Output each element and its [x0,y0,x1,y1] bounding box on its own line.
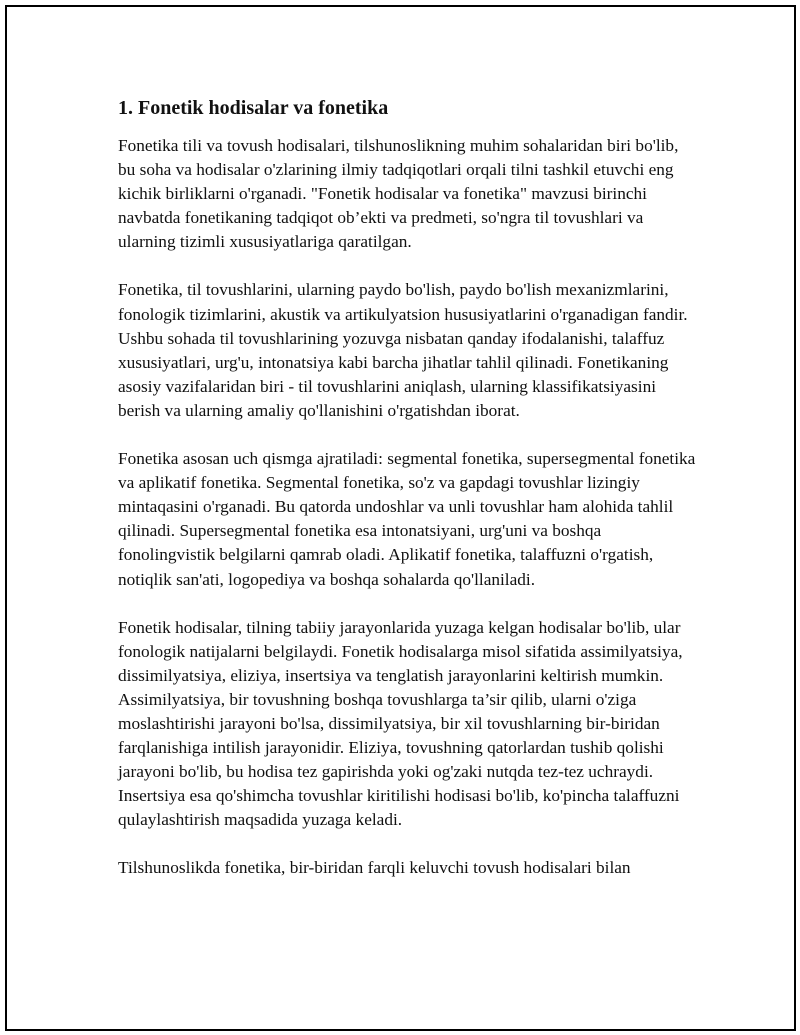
paragraph-5: Tilshunoslikda fonetika, bir-biridan farqli keluvchi tovush hodisalari bilan [118,858,631,878]
paragraph-1: Fonetika tili va tovush hodisalari, tilshunoslikning muhim sohalaridan biri bo'lib, bu soha va hodisalar o'zlarining ilmiy tadqiqotlari orqali tilni tashkil etuvchi eng kichik birliklarni o'rganadi. "Fonetik hodisalar va fonetika" mavzusi birinchi navbatda fonetikaning tadqiqot ob’ekti va predmeti, so'ngra til tovushlari va ularning tizimli xususiyatlariga qaratilgan. [118,136,679,252]
section-heading: 1. Fonetik hodisalar va fonetika [118,97,389,119]
paragraph-2: Fonetika, til tovushlarini, ularning paydo bo'lish, paydo bo'lish mexanizmlarini, fonologik tizimlarini, akustik va artikulyatsion hususiyatlarini o'rganadigan fandir. Ushbu sohada til tovushlarining yozuvga nisbatan qanday ifodalanishi, talaffuz xususiyatlari, urg'u, intonatsiya kabi barcha jihatlar tahlil qilinadi. Fonetikaning asosiy vazifalaridan biri - til tovushlarini aniqlash, ularning klassifikatsiyasini berish va ularning amaliy qo'llanishini o'rgatishdan iborat. [118,280,688,420]
paragraph-4: Fonetik hodisalar, tilning tabiiy jarayonlarida yuzaga kelgan hodisalar bo'lib, ular fonologik natijalarni belgilaydi. Fonetik hodisalarga misol sifatida assimilyatsiya, dissimilyatsiya, eliziya, insertsiya va tenglatish jarayonlarini keltirish mumkin. Assimilyatsiya, bir tovushning boshqa tovushlarga ta’sir qilib, ularni o'ziga moslashtirishi jarayoni bo'lsa, dissimilyatsiya, bir xil tovushlarning bir-biridan farqlanishiga intilish jarayonidir. Eliziya, tovushning qatorlardan tushib qolishi jarayoni bo'lib, bu hodisa tez gapirishda yoki og'zaki nutqda tez-tez uchraydi. Insertsiya esa qo'shimcha tovushlar kiritilishi hodisasi bo'lib, ko'pincha talaffuzni qulaylashtirish maqsadida yuzaga keladi. [118,617,683,830]
page-frame [5,5,796,1031]
paragraph-3: Fonetika asosan uch qismga ajratiladi: segmental fonetika, supersegmental fonetika va aplikatif fonetika. Segmental fonetika, so'z va gapdagi tovushlar lizingiy mintaqasini o'rganadi. Bu qatorda undoshlar va unli tovushlar ham alohida tahlil qilinadi. Supersegmental fonetika esa intonatsiyani, urg'uni va boshqa fonolingvistik belgilarni qamrab oladi. Aplikatif fonetika, talaffuzni o'rgatish, notiqlik san'ati, logopediya va boshqa sohalarda qo'llaniladi. [118,449,696,589]
document-body [118,95,698,905]
